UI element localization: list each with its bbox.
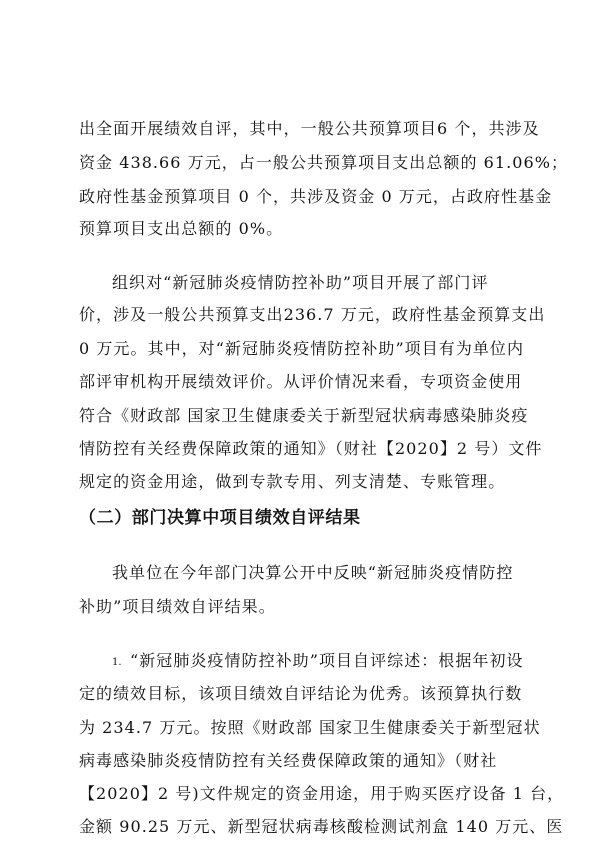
list-item-line: 金额 90.25 万元、新型冠状病毒核酸检测试剂盒 140 万元、医 xyxy=(79,817,564,836)
list-item-line: 【2020】2 号)文件规定的资金用途，用于购买医疗设备 1 台， xyxy=(79,784,565,804)
paragraph-2-line: 规定的资金用途，做到专款专用、列支清楚、专账管理。 xyxy=(79,472,506,492)
paragraph-2-line: 符合《财政部 国家卫生健康委关于新型冠状病毒感染肺炎疫 xyxy=(79,405,529,425)
section-heading: （二）部门决算中项目绩效自评结果 xyxy=(79,507,361,528)
paragraph-2-line: 0 万元。其中，对“新冠肺炎疫情防控补助”项目有为单位内 xyxy=(79,339,525,359)
list-item-line: 病毒感染肺炎疫情防控有关经费保障政策的通知》（财社 xyxy=(79,750,498,770)
paragraph-2-line: 情防控有关经费保障政策的通知》（财社【2020】2 号）文件 xyxy=(79,438,543,458)
paragraph-1-line: 预算项目支出总额的 0%。 xyxy=(79,219,284,239)
list-item-number: 1. xyxy=(112,657,122,668)
paragraph-1-line: 资金 438.66 万元，占一般公共预算项目支出总额的 61.06%； xyxy=(79,152,569,172)
paragraph-3-line: 补助”项目绩效自评结果。 xyxy=(79,596,276,616)
list-item-line: 为 234.7 万元。按照《财政部 国家卫生健康委关于新型冠状 xyxy=(79,717,541,737)
paragraph-1-line: 出全面开展绩效自评，其中，一般公共预算项目6 个，共涉及 xyxy=(79,119,540,138)
paragraph-1-line: 政府性基金预算项目 0 个，共涉及资金 0 万元，占政府性基金 xyxy=(79,186,553,206)
paragraph-2-line: 组织对“新冠肺炎疫情防控补助”项目开展了部门评 xyxy=(112,272,489,292)
list-item-line: “新冠肺炎疫情防控补助”项目自评综述：根据年初设 xyxy=(130,651,524,671)
list-item-line: 定的绩效目标，该项目绩效自评结论为优秀。该预算执行数 xyxy=(79,684,523,703)
paragraph-3-line: 我单位在今年部门决算公开中反映“新冠肺炎疫情防控 xyxy=(112,563,514,583)
paragraph-2-line: 部评审机构开展绩效评价。从评价情况来看，专项资金使用 xyxy=(79,372,523,391)
paragraph-2-line: 价，涉及一般公共预算支出236.7 万元，政府性基金预算支出 xyxy=(79,305,546,325)
